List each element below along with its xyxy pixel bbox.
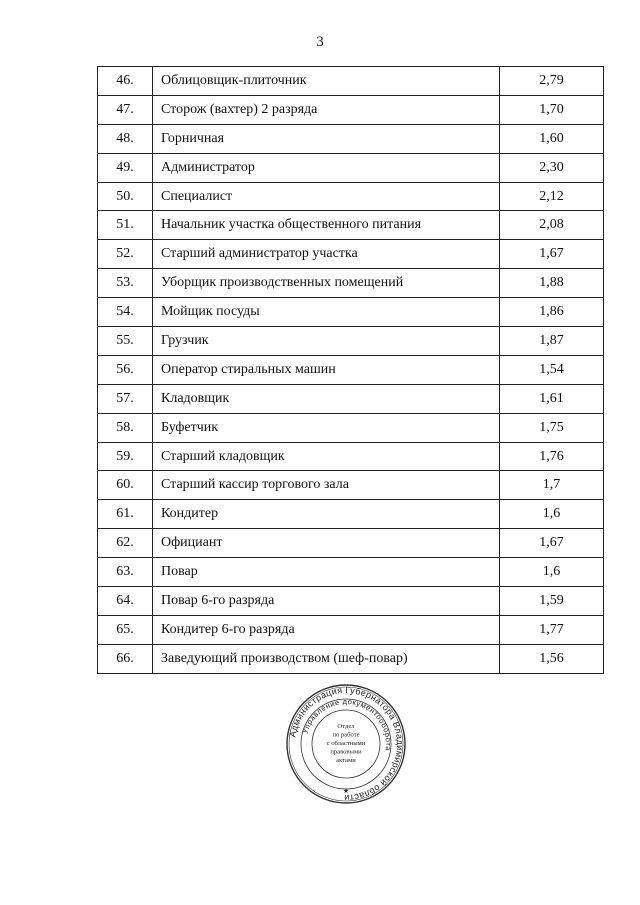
- table-row: [98, 153, 604, 182]
- table-row: [98, 413, 604, 442]
- stamp-center-line: с областными: [326, 740, 366, 747]
- official-stamp: [285, 683, 407, 805]
- row-number-cell: 46.: [98, 67, 153, 96]
- table-row: [98, 529, 604, 558]
- stamp-inner-text: Управление документооборота: [300, 696, 394, 752]
- table-row: [98, 442, 604, 471]
- table-row: [98, 298, 604, 327]
- coefficient-cell: 2,30: [500, 153, 604, 182]
- row-number-cell: 66.: [98, 644, 153, 673]
- table-row: [98, 67, 604, 96]
- stamp-outer-text: Администрация Губернатора Владимирской области: [287, 684, 406, 804]
- coefficient-cell: 1,56: [500, 644, 604, 673]
- coefficient-cell: 1,67: [500, 240, 604, 269]
- position-name-cell: Повар: [153, 558, 500, 587]
- coefficient-cell: 1,88: [500, 269, 604, 298]
- row-number-cell: 53.: [98, 269, 153, 298]
- coefficient-cell: 1,75: [500, 413, 604, 442]
- table-row: [98, 355, 604, 384]
- row-number-cell: 65.: [98, 615, 153, 644]
- stamp-center-line: по работе: [332, 731, 360, 739]
- stamp-center-line: актами: [336, 757, 356, 764]
- positions-table: [97, 66, 604, 674]
- table-row: [98, 95, 604, 124]
- position-name-cell: Оператор стиральных машин: [153, 355, 500, 384]
- position-name-cell: Администратор: [153, 153, 500, 182]
- position-name-cell: Начальник участка общественного питания: [153, 211, 500, 240]
- coefficient-cell: 1,7: [500, 471, 604, 500]
- position-name-cell: Кладовщик: [153, 384, 500, 413]
- position-name-cell: Мойщик посуды: [153, 298, 500, 327]
- coefficient-cell: 1,76: [500, 442, 604, 471]
- stamp-star-icon: ★: [342, 787, 350, 795]
- row-number-cell: 49.: [98, 153, 153, 182]
- row-number-cell: 47.: [98, 95, 153, 124]
- position-name-cell: Облицовщик-плиточник: [153, 67, 500, 96]
- table-row: [98, 327, 604, 356]
- row-number-cell: 57.: [98, 384, 153, 413]
- coefficient-cell: 1,61: [500, 384, 604, 413]
- position-name-cell: Официант: [153, 529, 500, 558]
- coefficient-cell: 1,54: [500, 355, 604, 384]
- row-number-cell: 58.: [98, 413, 153, 442]
- position-name-cell: Сторож (вахтер) 2 разряда: [153, 95, 500, 124]
- row-number-cell: 48.: [98, 124, 153, 153]
- row-number-cell: 51.: [98, 211, 153, 240]
- table-row: [98, 644, 604, 673]
- table-row: [98, 269, 604, 298]
- position-name-cell: Горничная: [153, 124, 500, 153]
- position-name-cell: Старший администратор участка: [153, 240, 500, 269]
- row-number-cell: 52.: [98, 240, 153, 269]
- coefficient-cell: 2,08: [500, 211, 604, 240]
- row-number-cell: 55.: [98, 327, 153, 356]
- coefficient-cell: 1,60: [500, 124, 604, 153]
- row-number-cell: 56.: [98, 355, 153, 384]
- page-number: 3: [316, 34, 324, 50]
- table-row: [98, 211, 604, 240]
- row-number-cell: 64.: [98, 587, 153, 616]
- row-number-cell: 50.: [98, 182, 153, 211]
- position-name-cell: Буфетчик: [153, 413, 500, 442]
- stamp-center-line: правовыми: [330, 748, 362, 756]
- coefficient-cell: 1,6: [500, 500, 604, 529]
- coefficient-cell: 2,79: [500, 67, 604, 96]
- table-row: [98, 471, 604, 500]
- position-name-cell: Кондитер 6-го разряда: [153, 615, 500, 644]
- table-row: [98, 587, 604, 616]
- stamp-center-text: [327, 723, 366, 764]
- table-row: [98, 384, 604, 413]
- position-name-cell: Старший кассир торгового зала: [153, 471, 500, 500]
- coefficient-cell: 1,6: [500, 558, 604, 587]
- stamp-center-line: Отдел: [337, 723, 355, 730]
- coefficient-cell: 1,77: [500, 615, 604, 644]
- position-name-cell: Повар 6-го разряда: [153, 587, 500, 616]
- coefficient-cell: 1,70: [500, 95, 604, 124]
- table-row: [98, 558, 604, 587]
- position-name-cell: Старший кладовщик: [153, 442, 500, 471]
- position-name-cell: Заведующий производством (шеф-повар): [153, 644, 500, 673]
- position-name-cell: Грузчик: [153, 327, 500, 356]
- row-number-cell: 62.: [98, 529, 153, 558]
- coefficient-cell: 1,59: [500, 587, 604, 616]
- position-name-cell: Специалист: [153, 182, 500, 211]
- position-name-cell: Кондитер: [153, 500, 500, 529]
- coefficient-cell: 1,86: [500, 298, 604, 327]
- position-name-cell: Уборщик производственных помещений: [153, 269, 500, 298]
- coefficient-cell: 1,67: [500, 529, 604, 558]
- row-number-cell: 59.: [98, 442, 153, 471]
- table-row: [98, 182, 604, 211]
- row-number-cell: 63.: [98, 558, 153, 587]
- table-row: [98, 124, 604, 153]
- table-row: [98, 615, 604, 644]
- coefficient-cell: 1,87: [500, 327, 604, 356]
- coefficient-cell: 2,12: [500, 182, 604, 211]
- table-row: [98, 500, 604, 529]
- row-number-cell: 61.: [98, 500, 153, 529]
- table-row: [98, 240, 604, 269]
- row-number-cell: 60.: [98, 471, 153, 500]
- row-number-cell: 54.: [98, 298, 153, 327]
